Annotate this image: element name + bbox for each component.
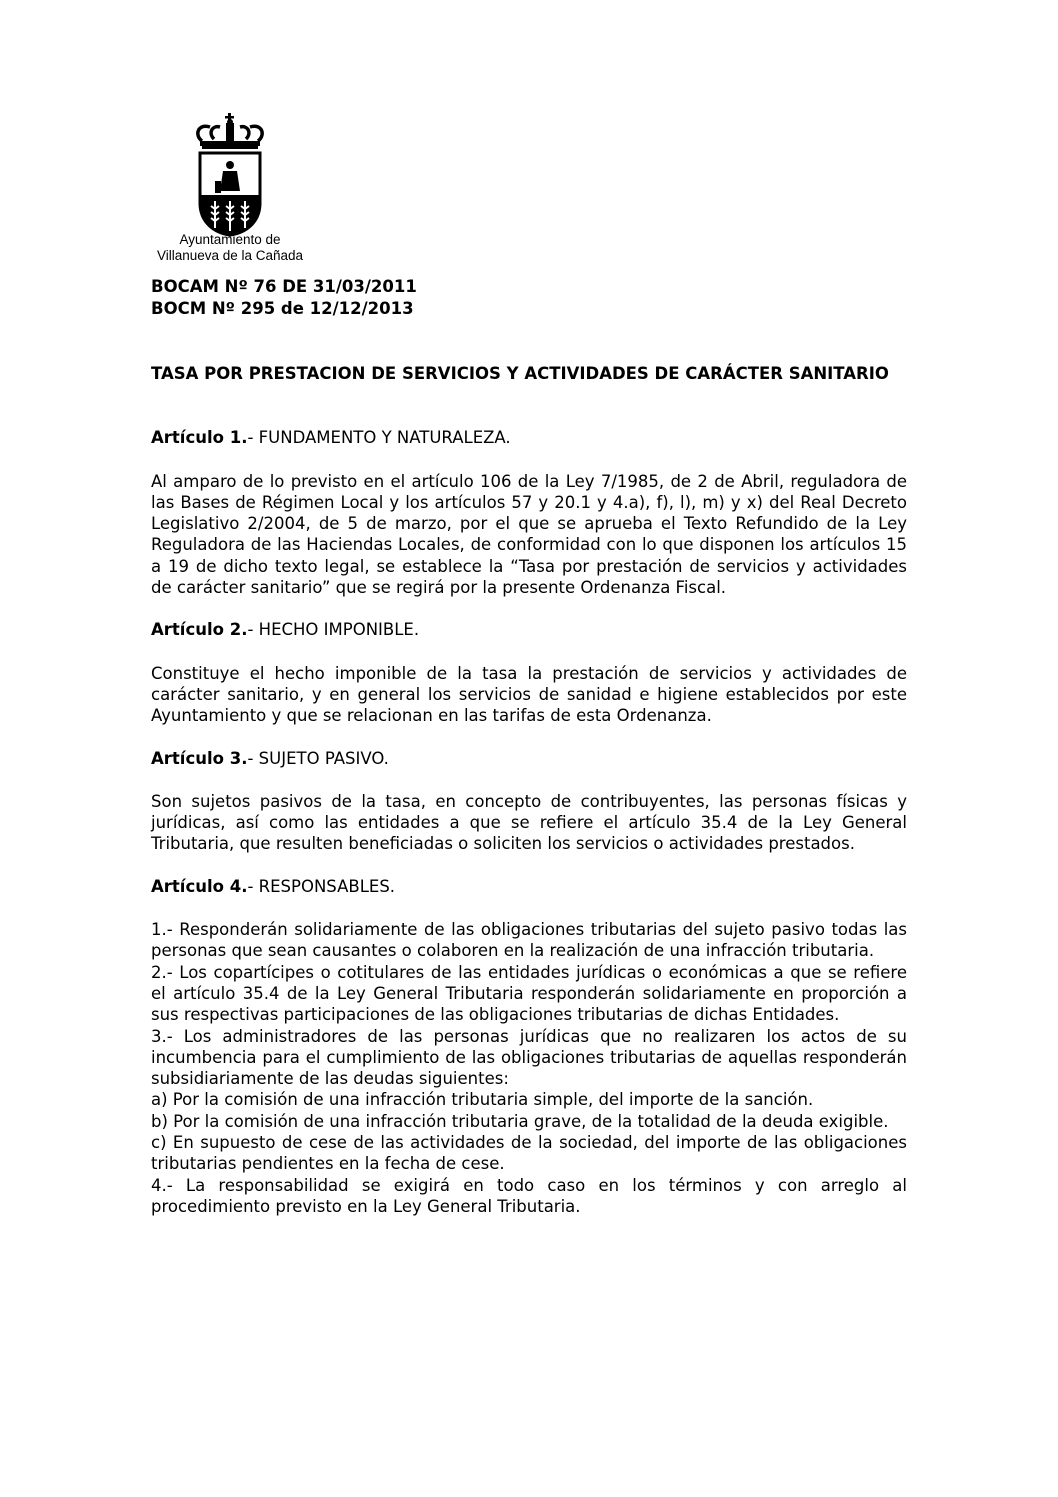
list-item: 2.- Los copartícipes o cotitulares de las entidades jurídicas o económicas a que se refiere el artículo 35.4 de la Ley General Tributaria responderán solidariamente en proporción a sus respectivas participaciones de las obligaciones tributarias de dichas Entidades. xyxy=(151,962,907,1025)
list-item: 4.- La responsabilidad se exigirá en todo caso en los términos y con arreglo al procedimiento previsto en la Ley General Tributaria. xyxy=(151,1175,907,1216)
article-2-heading xyxy=(151,619,907,640)
article-2-title: - HECHO IMPONIBLE. xyxy=(247,620,420,640)
bulletin-references xyxy=(151,276,417,320)
article-3-text: Son sujetos pasivos de la tasa, en concepto de contribuyentes, las personas físicas y jurídicas, así como las entidades a que se refiere el artículo 35.4 de la Ley General Tributaria, que resulten beneficiadas o soliciten los servicios o actividades prestados. xyxy=(151,791,907,854)
article-1-heading xyxy=(151,427,907,448)
logo-caption-line2: Villanueva de la Cañada xyxy=(156,248,304,263)
document-title: TASA POR PRESTACION DE SERVICIOS Y ACTIVIDADES DE CARÁCTER SANITARIO xyxy=(151,364,889,383)
list-item: 1.- Responderán solidariamente de las obligaciones tributarias del sujeto pasivo todas las personas que sean causantes o colaboren en la realización de una infracción tributaria. xyxy=(151,920,907,961)
logo-caption xyxy=(150,232,310,264)
article-4-title: - RESPONSABLES. xyxy=(247,876,396,896)
article-1 xyxy=(151,427,907,598)
bocm-reference: BOCM Nº 295 de 12/12/2013 xyxy=(151,299,414,318)
document-body xyxy=(151,363,907,1217)
list-item: 3.- Los administradores de las personas jurídicas que no realizaren los actos de su incumbencia para el cumplimiento de las obligaciones tributarias de aquellas responderán subsidiariamente de las deudas siguientes: xyxy=(151,1026,907,1089)
article-2-number: Artículo 2. xyxy=(151,620,248,640)
article-3-title: - SUJETO PASIVO. xyxy=(247,748,389,768)
article-1-text: Al amparo de lo previsto en el artículo 106 de la Ley 7/1985, de 2 de Abril, reguladora de las Bases de Régimen Local y los artículos 57 y 20.1 y 4.a), f), l), m) y x) del Real Decreto Legislativo 2/2004, de 5 de marzo, por el que se aprueba el Texto Refundido de la Ley Reguladora de las Haciendas Locales, de conformidad con lo que disponen los artículos 15 a 19 de dicho texto legal, se establece la “Tasa por prestación de servicios y actividades de carácter sanitario” que se regirá por la presente Ordenanza Fiscal. xyxy=(151,471,907,598)
list-item: b) Por la comisión de una infracción tributaria grave, de la totalidad de la deuda exigible. xyxy=(151,1111,889,1131)
bocam-reference: BOCAM Nº 76 DE 31/03/2011 xyxy=(151,277,417,296)
article-3-heading xyxy=(151,748,907,769)
coat-of-arms-icon xyxy=(190,113,270,238)
article-4-number: Artículo 4. xyxy=(151,876,248,896)
article-4-list xyxy=(151,919,907,1217)
article-4 xyxy=(151,876,907,1217)
list-item: a) Por la comisión de una infracción tributaria simple, del importe de la sanción. xyxy=(151,1090,814,1110)
list-item: c) En supuesto de cese de las actividades de la sociedad, del importe de las obligaciones tributarias pendientes en la fecha de cese. xyxy=(151,1133,907,1174)
article-4-heading xyxy=(151,876,907,897)
article-3-number: Artículo 3. xyxy=(151,748,248,768)
article-2-text: Constituye el hecho imponible de la tasa la prestación de servicios y actividades de carácter sanitario, y en general los servicios de sanidad e higiene establecidos por este Ayuntamiento y que se relacionan en las tarifas de esta Ordenanza. xyxy=(151,663,907,726)
article-1-number: Artículo 1. xyxy=(151,428,248,448)
article-2 xyxy=(151,619,907,726)
article-1-title: - FUNDAMENTO Y NATURALEZA. xyxy=(247,428,511,448)
article-3 xyxy=(151,748,907,855)
logo-caption-line1: Ayuntamiento de xyxy=(179,232,281,247)
